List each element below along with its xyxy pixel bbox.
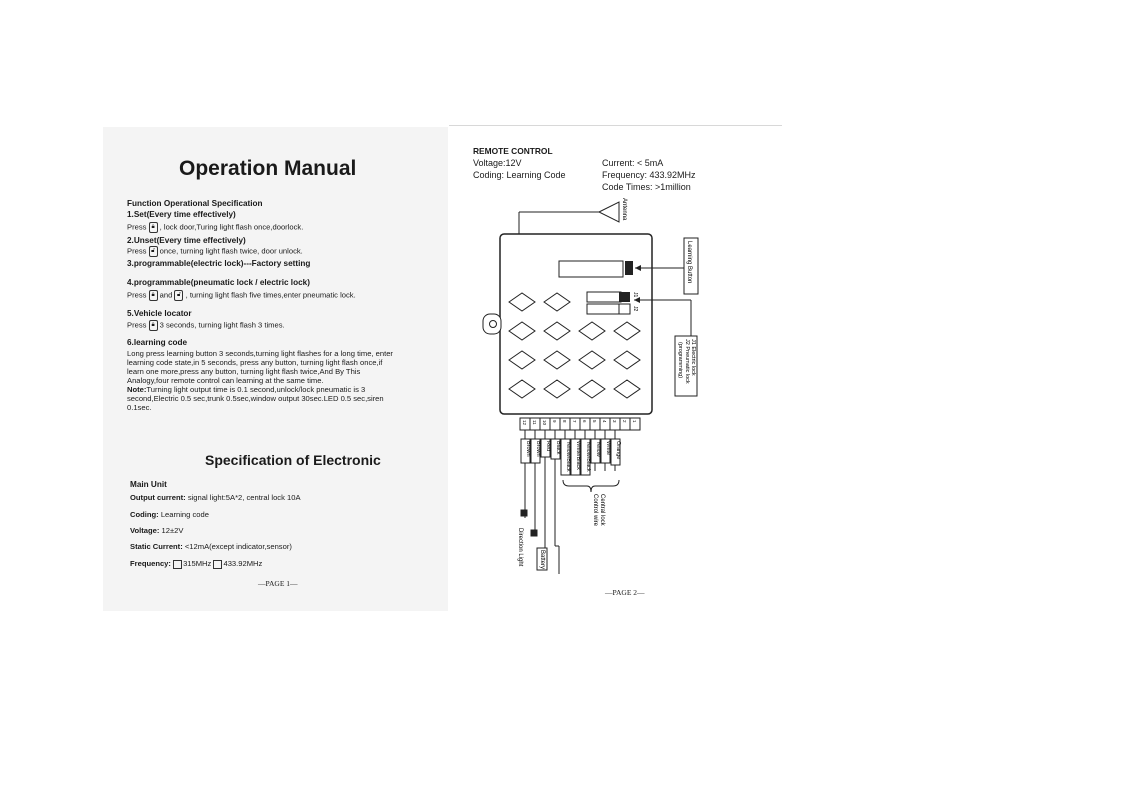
lock-key-icon: 🔒︎ bbox=[149, 290, 158, 301]
static-row bbox=[130, 542, 292, 551]
pin-number: 8 bbox=[562, 420, 567, 423]
pin-number: 4 bbox=[602, 420, 607, 423]
direction-light-label: Direction Light bbox=[517, 528, 523, 567]
pin-number: 9 bbox=[552, 420, 557, 423]
jumper-note-line: J2 Pneumatic lock bbox=[684, 339, 690, 384]
set-line bbox=[127, 222, 303, 233]
jumper-j1 bbox=[587, 292, 621, 302]
remote-frequency: Frequency: 433.92MHz bbox=[602, 170, 696, 180]
spec-title: Specification of Electronic bbox=[205, 452, 381, 468]
wire-color-label: Orange bbox=[615, 441, 621, 460]
set-heading: 1.Set(Every time effectively) bbox=[127, 210, 236, 219]
vehicle-heading: 5.Vehicle locator bbox=[127, 309, 192, 318]
set-text: , lock door,Turing light flash once,doorlock. bbox=[159, 222, 304, 232]
lock-key-icon: 🔒︎ bbox=[149, 222, 158, 233]
learning-heading: 6.learning code bbox=[127, 338, 188, 347]
learning-button-label: Learning Button bbox=[686, 241, 692, 284]
voltage-label: Voltage: bbox=[130, 526, 160, 535]
note-text: Turning light output time is 0.1 second,unlock/lock pneumatic is 3 bbox=[146, 385, 366, 394]
pin-number: 6 bbox=[582, 420, 587, 423]
checkbox-icon bbox=[173, 560, 182, 569]
jumper-note-line: J1 Electric lock bbox=[690, 339, 696, 376]
jumper-note-line: (programming) bbox=[677, 342, 683, 379]
note-line: 0.1sec. bbox=[127, 403, 152, 412]
remote-voltage: Voltage:12V bbox=[473, 158, 522, 168]
wire-labels bbox=[521, 439, 621, 475]
mounting-ear bbox=[483, 314, 501, 334]
antenna-label: Antenna bbox=[621, 198, 627, 221]
unlock-key-icon: 🔓︎ bbox=[174, 290, 183, 301]
battery-label: Battery bbox=[539, 550, 545, 570]
note-line: second,Electric 0.5 sec,trunk 0.5sec,window output 30sec.LED 0.5 sec,siren bbox=[127, 394, 384, 403]
pin-number: 3 bbox=[612, 420, 617, 423]
note-line bbox=[127, 385, 393, 394]
pneumatic-line bbox=[127, 290, 356, 301]
unset-text: once, turning light flash twice, door unlock. bbox=[159, 246, 303, 256]
wire-color-label: Yellow bbox=[595, 441, 601, 457]
note-label: Note: bbox=[127, 385, 147, 394]
remote-code-times: Code Times: >1million bbox=[602, 182, 691, 192]
page-title: Operation Manual bbox=[179, 157, 357, 180]
unset-line bbox=[127, 246, 303, 257]
wire-color-label: Brown bbox=[535, 441, 541, 457]
coding-label: Coding: bbox=[130, 510, 159, 519]
voltage-row bbox=[130, 526, 183, 535]
frequency-row bbox=[130, 559, 262, 569]
learning-slot bbox=[559, 261, 623, 277]
learning-line: learn one more,press any button, turning light flash twice,And By This bbox=[127, 367, 361, 376]
jumper-j1-label: J1 bbox=[632, 292, 638, 298]
voltage-value: 12±2V bbox=[161, 526, 184, 535]
learning-paragraph bbox=[127, 349, 393, 412]
frequency-label: Frequency: bbox=[130, 559, 171, 568]
prog-electric-heading: 3.programmable(electric lock)---Factory setting bbox=[127, 259, 311, 268]
jumper-j1-cap bbox=[619, 292, 630, 302]
unlock-key-icon: 🔓︎ bbox=[149, 246, 158, 257]
coding-row bbox=[130, 510, 209, 519]
set-press-label: Press bbox=[127, 222, 147, 232]
pin-number: 1 bbox=[632, 420, 637, 423]
main-unit-heading: Main Unit bbox=[130, 480, 167, 489]
jumper-j2-label: J2 bbox=[632, 306, 638, 312]
checkbox-icon bbox=[213, 560, 222, 569]
remote-coding: Coding: Learning Code bbox=[473, 170, 566, 180]
wiring-diagram bbox=[449, 126, 782, 612]
page-number: —PAGE 2— bbox=[605, 588, 645, 597]
page-number: —PAGE 1— bbox=[258, 579, 298, 588]
unset-press-label: Press bbox=[127, 246, 147, 256]
pneumatic-text: , turning light flash five times,enter pneumatic lock. bbox=[185, 290, 356, 300]
pin-number: 2 bbox=[622, 420, 627, 423]
learning-line: learning code state,in 5 seconds, press any button, turning light flash once,if bbox=[127, 358, 383, 367]
vehicle-text: 3 seconds, turning light flash 3 times. bbox=[159, 320, 285, 330]
manual-page-2 bbox=[449, 125, 782, 612]
coding-value: Learning code bbox=[160, 510, 209, 519]
jumper-j2 bbox=[587, 304, 621, 314]
vehicle-press-label: Press bbox=[127, 320, 147, 330]
pneumatic-and-label: and bbox=[159, 290, 173, 300]
pneumatic-press-label: Press bbox=[127, 290, 147, 300]
pin-number: 10 bbox=[542, 420, 547, 426]
central-lock-label: Control wire bbox=[592, 494, 598, 527]
pin-number: 12 bbox=[522, 420, 527, 426]
wire-color-label: Black bbox=[555, 441, 561, 455]
prog-pneumatic-heading: 4.programmable(pneumatic lock / electric lock) bbox=[127, 278, 310, 287]
wire-color-label: Brown bbox=[525, 441, 531, 457]
jumper-j2-cap bbox=[619, 304, 630, 314]
wire-color-label: Red bbox=[545, 441, 551, 452]
frequency-option-433: 433.92MHz bbox=[223, 559, 263, 568]
antenna-symbol bbox=[519, 202, 619, 234]
output-row bbox=[130, 493, 301, 502]
learning-line: Analogy,four remote control can learning at the same time. bbox=[127, 376, 324, 385]
unset-heading: 2.Unset(Every time effectively) bbox=[127, 236, 246, 245]
wire-color-label: White bbox=[605, 441, 611, 456]
wire-color-label: White/Black bbox=[575, 441, 581, 471]
wire-color-label: Yellow/Black bbox=[585, 441, 591, 472]
frequency-option-315: 315MHz bbox=[183, 559, 212, 568]
static-label: Static Current: bbox=[130, 542, 183, 551]
output-value: signal light:5A*2, central lock 10A bbox=[187, 493, 301, 502]
manual-page-1 bbox=[103, 127, 448, 611]
central-lock-label: Central lock bbox=[599, 494, 605, 526]
wire-color-label: Yellow/Black bbox=[565, 441, 571, 472]
lock-key-icon: 🔒︎ bbox=[149, 320, 158, 331]
central-lock-brace bbox=[563, 480, 619, 492]
function-heading: Function Operational Specification bbox=[127, 199, 263, 208]
pin-number: 11 bbox=[532, 420, 537, 425]
pin-number: 5 bbox=[592, 420, 597, 423]
vehicle-line bbox=[127, 320, 285, 331]
learning-line: Long press learning button 3 seconds,turning light flashes for a long time, enter bbox=[127, 349, 393, 358]
pin-number: 7 bbox=[572, 420, 577, 423]
static-value: <12mA(except indicator,sensor) bbox=[184, 542, 292, 551]
learning-button bbox=[625, 261, 633, 275]
output-label: Output current: bbox=[130, 493, 186, 502]
remote-heading: REMOTE CONTROL bbox=[473, 146, 553, 156]
remote-current: Current: < 5mA bbox=[602, 158, 664, 168]
